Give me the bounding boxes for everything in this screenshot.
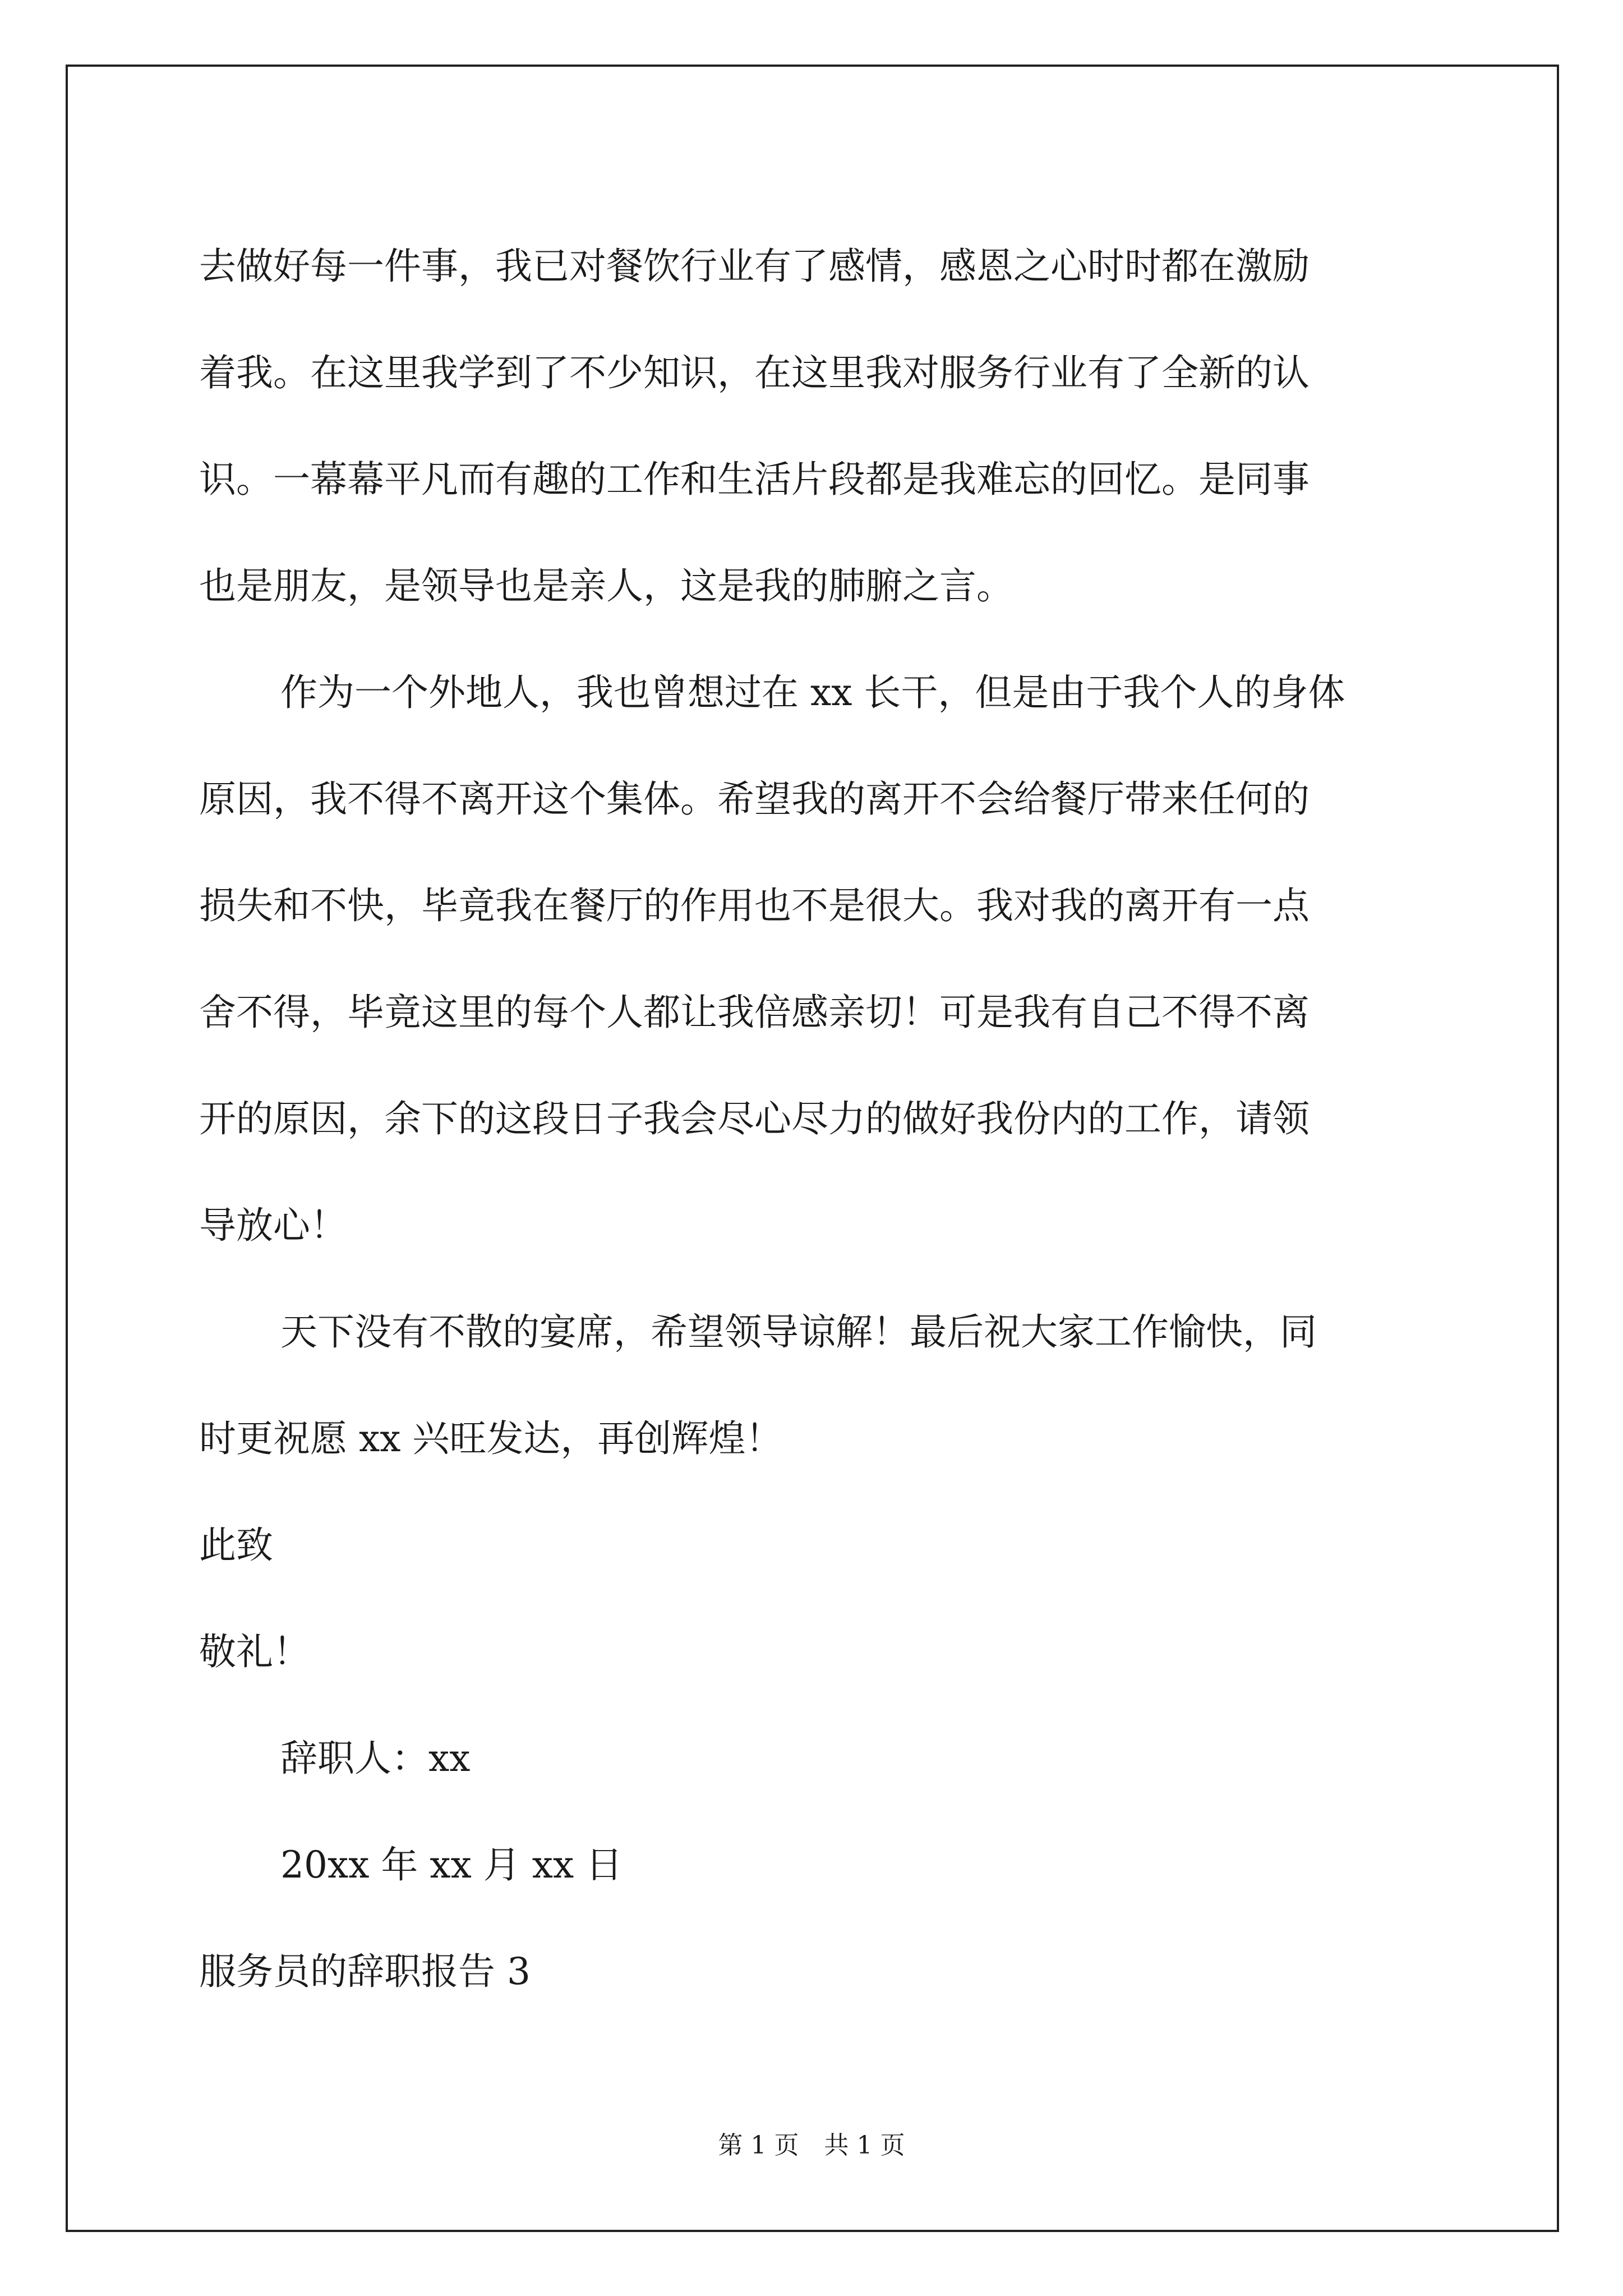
text-line: 舍不得，毕竟这里的每个人都让我倍感亲切！可是我有自己不得不离 (199, 991, 1310, 1034)
signature-line: 辞职人：xx (280, 1737, 471, 1780)
date-line: 20xx 年 xx 月 xx 日 (280, 1843, 623, 1887)
document-body (199, 213, 1433, 2025)
text-line: 天下没有不散的宴席，希望领导谅解！最后祝大家工作愉快，同 (280, 1310, 1317, 1354)
text-line: 损失和不快，毕竟我在餐厅的作用也不是很大。我对我的离开有一点 (199, 884, 1310, 927)
text-line: 导放心！ (199, 1204, 347, 1247)
text-line: 作为一个外地人，我也曾想过在 xx 长干，但是由于我个人的身体 (280, 671, 1345, 714)
text-line: 着我。在这里我学到了不少知识，在这里我对服务行业有了全新的认 (199, 351, 1310, 394)
text-line: 开的原因，余下的这段日子我会尽心尽力的做好我份内的工作，请领 (199, 1097, 1310, 1140)
text-line: 时更祝愿 xx 兴旺发达，再创辉煌！ (199, 1417, 783, 1460)
text-line: 去做好每一件事，我已对餐饮行业有了感情，感恩之心时时都在激励 (199, 245, 1310, 288)
page-number-total: 共 1 页 (824, 2131, 905, 2160)
text-line: 识。一幕幕平凡而有趣的工作和生活片段都是我难忘的回忆。是同事 (199, 458, 1310, 501)
page-footer (0, 2129, 1623, 2162)
text-line: 也是朋友，是领导也是亲人，这是我的肺腑之言。 (199, 564, 1013, 608)
text-line: 原因，我不得不离开这个集体。希望我的离开不会给餐厅带来任何的 (199, 777, 1310, 821)
section-heading: 服务员的辞职报告 3 (199, 1950, 531, 1993)
page-number-current: 第 1 页 (718, 2131, 799, 2160)
closing-regards: 敬礼！ (199, 1630, 310, 1673)
closing-salutation: 此致 (199, 1524, 273, 1567)
